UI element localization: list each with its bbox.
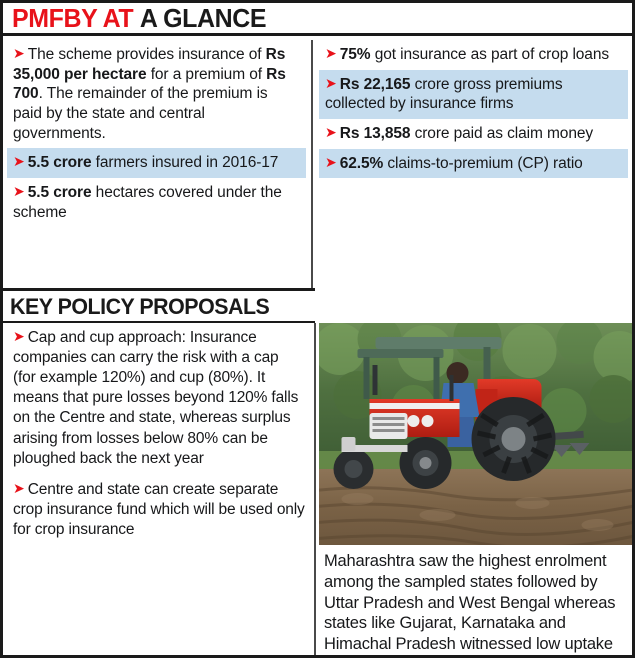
fact-text: Centre and state can create separate crop insurance fund which will be used only for crop insurance xyxy=(13,480,305,538)
fact-highlight-value: 5.5 crore xyxy=(27,154,92,172)
proposals-column xyxy=(3,323,316,658)
fact-row xyxy=(319,119,628,149)
fact-text: hectares covered under the scheme xyxy=(13,184,282,221)
arrow-bullet-icon: ➤ xyxy=(13,153,25,170)
fact-highlight-value: Rs 700 xyxy=(13,65,286,103)
facts-column-left xyxy=(7,40,313,288)
arrow-bullet-icon: ➤ xyxy=(13,479,25,496)
arrow-bullet-icon: ➤ xyxy=(325,74,337,91)
fact-text: crore gross premiums collected by insurance firms xyxy=(325,75,563,113)
fact-highlight-value: 5.5 crore xyxy=(27,184,92,202)
section-heading-label: KEY POLICY PROPOSALS xyxy=(10,294,270,319)
fact-row xyxy=(319,70,628,119)
fact-text: got insurance as part of crop loans xyxy=(370,46,609,63)
fact-highlight-value: 75% xyxy=(339,46,371,63)
fact-text: for a premium of xyxy=(146,65,267,83)
fact-row xyxy=(319,40,628,70)
page-title xyxy=(12,5,266,31)
page-title-black: A GLANCE xyxy=(139,3,267,33)
arrow-bullet-icon: ➤ xyxy=(13,328,25,345)
fact-text: crore paid as claim money xyxy=(410,125,594,143)
fact-text: farmers insured in 2016-17 xyxy=(91,154,279,172)
bottom-grid xyxy=(3,323,632,658)
fact-row xyxy=(7,40,306,148)
page-title-red: PMFBY AT xyxy=(12,3,134,33)
fact-text: The scheme provides insurance of xyxy=(27,46,266,63)
fact-text: Cap and cup approach: Insurance companies can carry the risk with a cap (for example 120%) and cup (80%). It means that pure losses beyond 120% falls on the Centre and state, whereas surplus arising from losses below 80% can be ploughed back the next year xyxy=(13,329,299,467)
arrow-bullet-icon: ➤ xyxy=(325,124,337,141)
photo-column xyxy=(316,323,632,658)
fact-row xyxy=(7,178,306,227)
fact-row xyxy=(7,148,306,178)
fact-highlight-value: Rs 13,858 xyxy=(339,125,411,143)
tractor-photo xyxy=(319,323,632,545)
arrow-bullet-icon: ➤ xyxy=(13,45,25,61)
tractor-photo-illustration xyxy=(319,323,632,545)
facts-column-right xyxy=(313,40,628,288)
facts-grid xyxy=(3,36,632,288)
arrow-bullet-icon: ➤ xyxy=(325,153,337,170)
photo-caption: Maharashtra saw the highest enrolment among the sampled states followed by Uttar Pradesh and West Bengal whereas states like Gujarat, Karnataka and Himachal Pradesh witnessed low uptake xyxy=(319,545,632,658)
arrow-bullet-icon: ➤ xyxy=(325,45,337,61)
proposal-row xyxy=(7,323,309,474)
fact-text: . The remainder of the premium is paid by the state and central governments. xyxy=(13,85,268,142)
fact-text: claims-to-premium (CP) ratio xyxy=(383,154,583,172)
fact-row xyxy=(319,149,628,179)
fact-highlight-value: 62.5% xyxy=(339,154,384,172)
header-title-bar xyxy=(3,3,632,36)
section-header-key-policy-proposals xyxy=(3,288,315,323)
fact-highlight-value: Rs 22,165 xyxy=(339,75,411,93)
fact-highlight-value: Rs 35,000 per hectare xyxy=(13,46,286,83)
proposal-row xyxy=(7,475,309,546)
arrow-bullet-icon: ➤ xyxy=(13,183,25,200)
